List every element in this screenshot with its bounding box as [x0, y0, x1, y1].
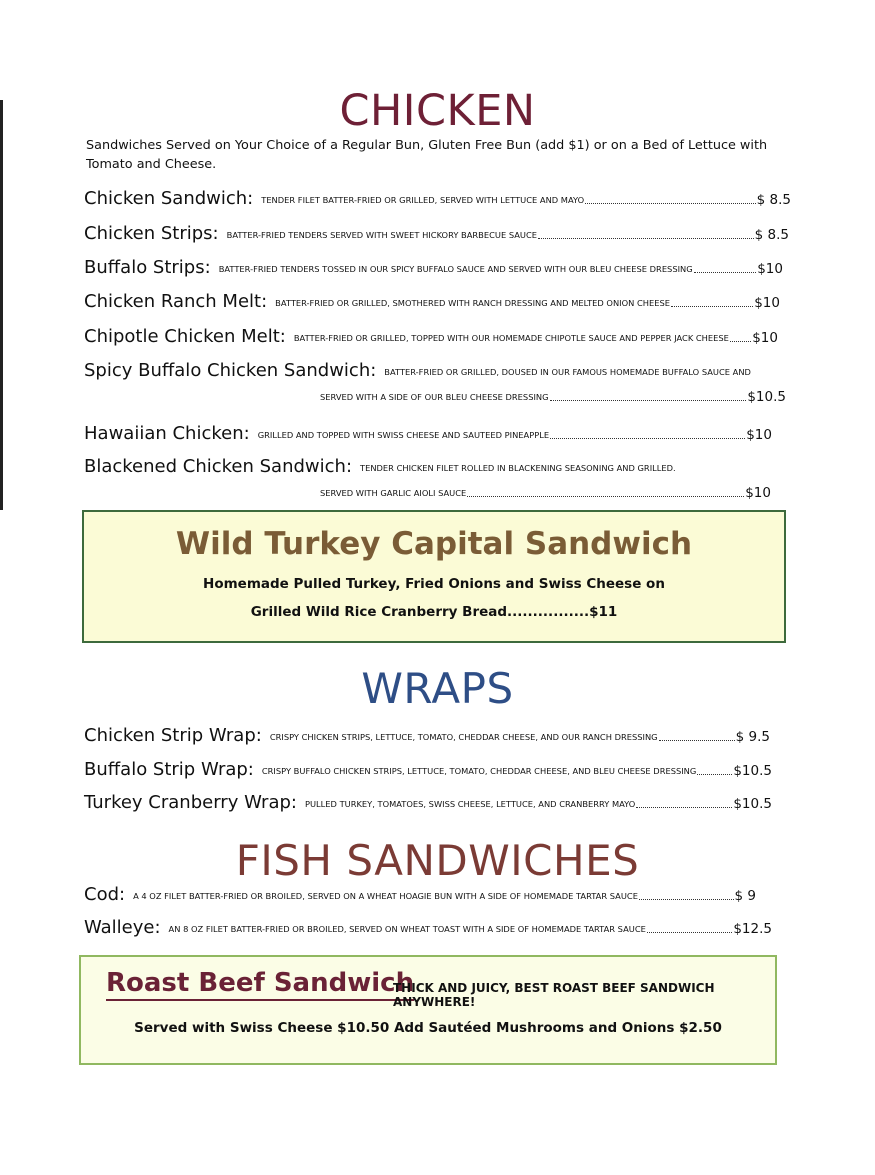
menu-item-cod [84, 882, 756, 906]
leader-dots [694, 272, 757, 273]
leader-dots [585, 203, 755, 204]
item-desc: BATTER-FRIED OR GRILLED, DOUSED IN OUR FAMOUS HOMEMADE BUFFALO SAUCE AND [384, 367, 751, 377]
fish-heading: FISH SANDWICHES [235, 836, 640, 885]
menu-item-chicken-strip-wrap [84, 723, 770, 747]
special-title: Wild Turkey Capital Sandwich [175, 526, 693, 562]
chicken-intro: Sandwiches Served on Your Choice of a Regular Bun, Gluten Free Bun (add $1) or on a Bed of Lettuce with Tomato and Cheese. [86, 138, 768, 172]
item-desc: CRISPY BUFFALO CHICKEN STRIPS, LETTUCE, TOMATO, CHEDDAR CHEESE, AND BLEU CHEESE DRESSING [261, 766, 697, 776]
item-price: $12.5 [733, 921, 772, 937]
item-price: $10 [757, 261, 783, 277]
menu-item-hawaiian-chicken [84, 421, 772, 445]
item-price: $10 [745, 485, 771, 501]
leader-dots [671, 306, 753, 307]
menu-item-blackened-chicken [84, 454, 684, 478]
chicken-heading: CHICKEN [339, 86, 536, 136]
menu-item-chipotle-chicken-melt [84, 324, 778, 348]
item-desc-continued: SERVED WITH A SIDE OF OUR BLEU CHEESE DRESSING [320, 392, 549, 402]
item-price: $ 8.5 [754, 227, 789, 243]
leader-dots [639, 899, 734, 900]
leader-dots [659, 740, 735, 741]
item-name: Chicken Ranch Melt: [84, 291, 268, 312]
menu-item-chicken-sandwich [84, 186, 791, 210]
item-name: Chipotle Chicken Melt: [84, 326, 286, 347]
item-name: Spicy Buffalo Chicken Sandwich: [84, 360, 377, 381]
item-name: Buffalo Strip Wrap: [84, 759, 254, 780]
item-desc: CRISPY CHICKEN STRIPS, LETTUCE, TOMATO, CHEDDAR CHEESE, AND OUR RANCH DRESSING [269, 732, 658, 742]
item-name: Chicken Sandwich: [84, 188, 254, 209]
special-description: Homemade Pulled Turkey, Fried Onions and Swiss Cheese on [203, 576, 665, 592]
item-name: Chicken Strip Wrap: [84, 725, 262, 746]
item-desc: BATTER-FRIED OR GRILLED, TOPPED WITH OUR HOMEMADE CHIPOTLE SAUCE AND PEPPER JACK CHEESE [293, 333, 729, 343]
menu-item-buffalo-strip-wrap [84, 757, 772, 781]
item-desc: BATTER-FRIED TENDERS TOSSED IN OUR SPICY BUFFALO SAUCE AND SERVED WITH OUR BLEU CHEESE DRESSING [218, 264, 693, 274]
menu-item-turkey-cranberry-wrap [84, 790, 772, 814]
roast-beef-title: Roast Beef Sandwich [106, 967, 414, 1001]
item-price: $10 [754, 295, 780, 311]
item-price: $10 [746, 427, 772, 443]
menu-item-blackened-chicken-cont [320, 483, 771, 503]
item-name: Chicken Strips: [84, 223, 219, 244]
item-desc: TENDER FILET BATTER-FRIED OR GRILLED, SERVED WITH LETTUCE AND MAYO [261, 195, 585, 205]
item-desc: BATTER-FRIED OR GRILLED, SMOTHERED WITH RANCH DRESSING AND MELTED ONION CHEESE [275, 298, 670, 308]
menu-item-buffalo-strips [84, 255, 783, 279]
menu-item-spicy-buffalo-chicken [84, 358, 754, 382]
roast-beef-tagline: THICK AND JUICY, BEST ROAST BEEF SANDWICH ANYWHERE! [393, 981, 715, 1009]
item-price: $10.5 [733, 796, 772, 812]
special-box-roast-beef [79, 955, 777, 1065]
item-desc: GRILLED AND TOPPED WITH SWISS CHEESE AND SAUTEED PINEAPPLE [257, 430, 550, 440]
wraps-heading: WRAPS [361, 664, 514, 713]
item-price: $ 9.5 [735, 729, 770, 745]
item-name: Turkey Cranberry Wrap: [84, 792, 297, 813]
leader-dots [550, 438, 745, 439]
item-desc: A 4 OZ FILET BATTER-FRIED OR BROILED, SERVED ON A WHEAT HOAGIE BUN WITH A SIDE OF HOMEMADE TARTAR SAUCE [133, 891, 638, 901]
leader-dots [467, 496, 744, 497]
menu-item-spicy-buffalo-chicken-cont [320, 387, 786, 407]
item-desc: PULLED TURKEY, TOMATOES, SWISS CHEESE, LETTUCE, AND CRANBERRY MAYO [304, 799, 636, 809]
menu-item-walleye [84, 915, 772, 939]
item-price: $ 8.5 [756, 192, 791, 208]
item-price: $10.5 [733, 763, 772, 779]
item-name: Blackened Chicken Sandwich: [84, 456, 353, 477]
item-desc: BATTER-FRIED TENDERS SERVED WITH SWEET HICKORY BARBECUE SAUCE [226, 230, 538, 240]
item-desc: TENDER CHICKEN FILET ROLLED IN BLACKENING SEASONING AND GRILLED. [360, 463, 676, 473]
leader-dots [647, 932, 732, 933]
item-name: Hawaiian Chicken: [84, 423, 250, 444]
special-description-price: Grilled Wild Rice Cranberry Bread................$11 [250, 604, 618, 620]
item-price: $10 [752, 330, 778, 346]
item-price: $ 9 [734, 888, 756, 904]
leader-dots [538, 238, 754, 239]
roast-beef-description: Served with Swiss Cheese $10.50 Add Sautéed Mushrooms and Onions $2.50 [134, 1020, 722, 1036]
leader-dots [697, 774, 732, 775]
leader-dots [636, 807, 732, 808]
item-name: Walleye: [84, 917, 161, 938]
item-desc: AN 8 OZ FILET BATTER-FRIED OR BROILED, SERVED ON WHEAT TOAST WITH A SIDE OF HOMEMADE TARTAR SAUCE [168, 924, 646, 934]
item-desc-continued: SERVED WITH GARLIC AIOLI SAUCE [320, 488, 467, 498]
item-price: $10.5 [747, 389, 786, 405]
item-name: Buffalo Strips: [84, 257, 211, 278]
leader-dots [730, 341, 751, 342]
menu-item-chicken-ranch-melt [84, 289, 780, 313]
item-name: Cod: [84, 884, 126, 905]
special-box-wild-turkey [82, 510, 786, 643]
menu-item-chicken-strips [84, 221, 789, 245]
leader-dots [550, 400, 747, 401]
